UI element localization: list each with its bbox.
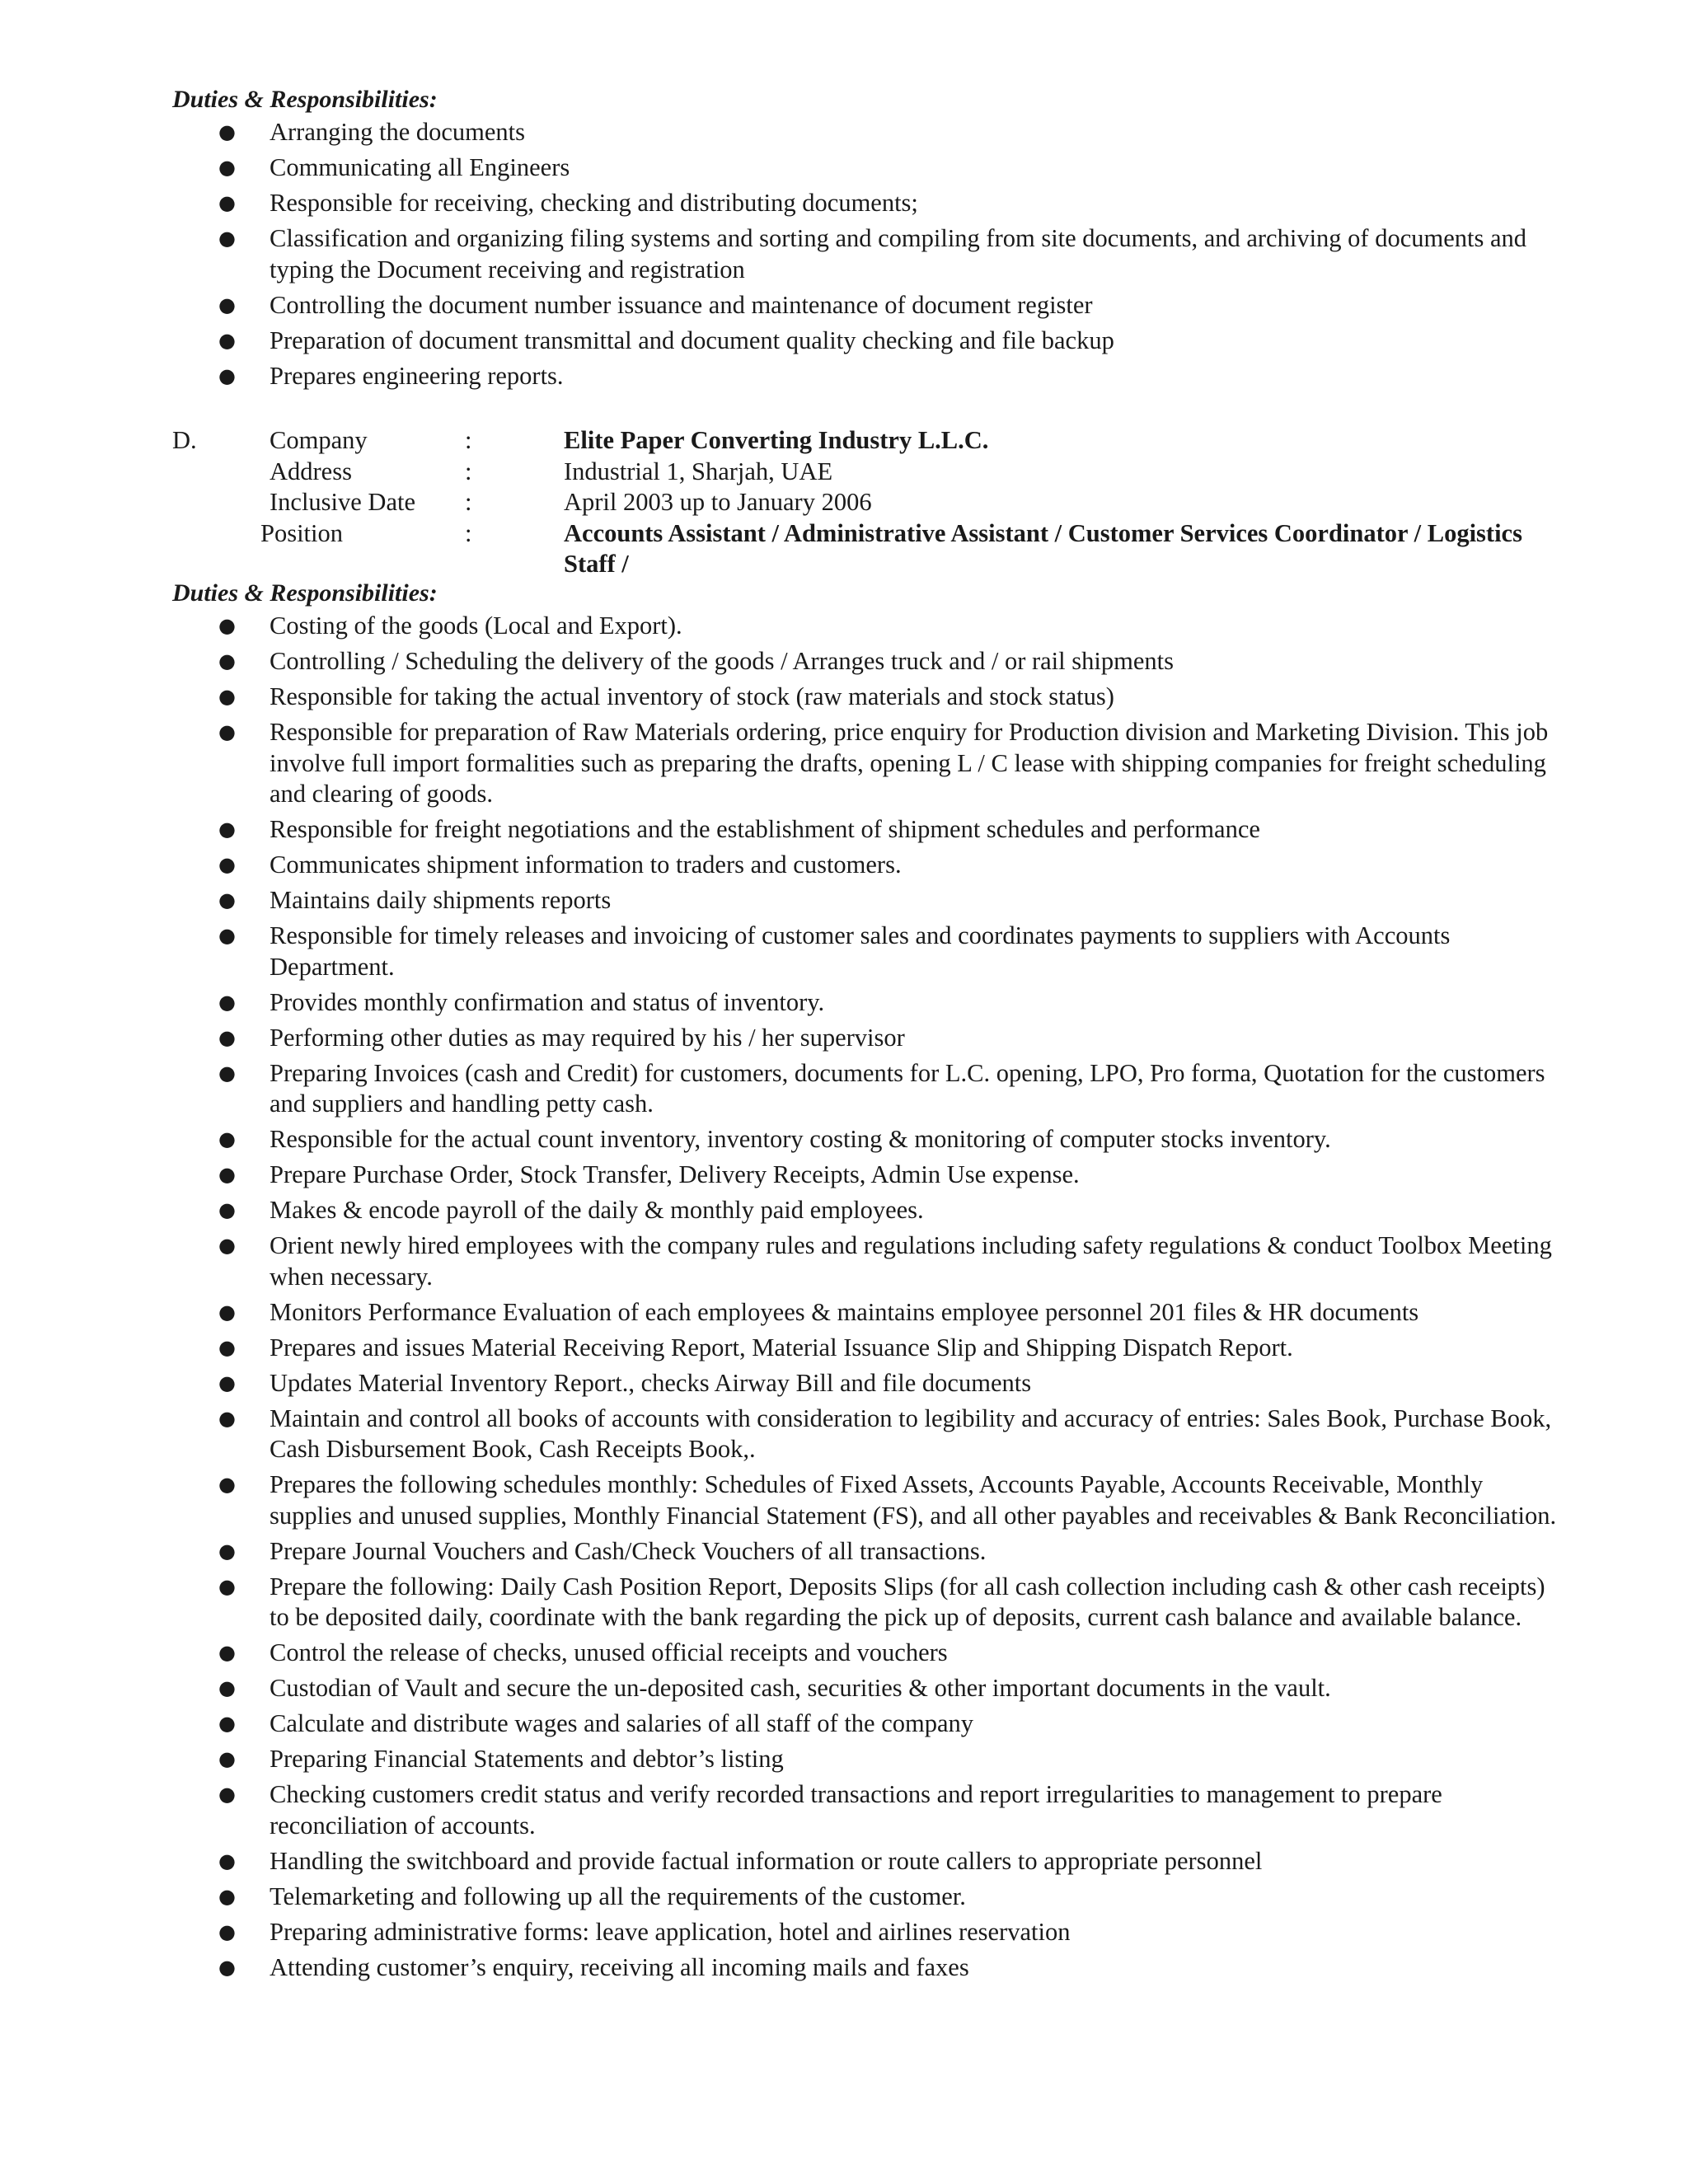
list-item [0, 1846, 1688, 1877]
position-row [0, 518, 1688, 578]
bullet-icon: ● [218, 924, 236, 947]
list-item-text: Preparing administrative forms: leave application, hotel and airlines reservation [270, 1917, 1071, 1946]
list-item [0, 290, 1688, 321]
list-item-text: Communicates shipment information to traders and customers. [270, 851, 902, 879]
list-item [0, 1708, 1688, 1740]
list-item [0, 1230, 1688, 1292]
list-item-text: Control the release of checks, unused official receipts and vouchers [270, 1638, 948, 1666]
list-item-text: Makes & encode payroll of the daily & monthly paid employees. [270, 1196, 924, 1224]
bullet-icon: ● [218, 1849, 236, 1872]
colon: : [465, 457, 472, 485]
address-label: Address [270, 457, 352, 485]
duties-list [0, 117, 1688, 396]
list-item [0, 717, 1688, 810]
bullet-icon: ● [218, 720, 236, 743]
list-item-text: Monitors Performance Evaluation of each employees & maintains employee personnel 201 files & HR documents [270, 1297, 1419, 1326]
list-item [0, 117, 1688, 148]
bullet-icon: ● [218, 853, 236, 876]
list-item [0, 1779, 1688, 1841]
list-item [0, 1917, 1688, 1948]
list-item [0, 1124, 1688, 1155]
list-item-text: Responsible for taking the actual inventory of stock (raw materials and stock status) [270, 682, 1114, 710]
list-item-text: Handling the switchboard and provide factual information or route callers to appropriate personnel [270, 1846, 1263, 1875]
list-item [0, 1572, 1688, 1633]
list-item [0, 1744, 1688, 1775]
bullet-icon: ● [218, 685, 236, 708]
list-item [0, 361, 1688, 392]
list-item-text: Preparing Invoices (cash and Credit) for customers, documents for L.C. opening, LPO, Pro forma, Quotation for the customers and suppliers and handling petty cash. [270, 1058, 1545, 1118]
list-item-text: Custodian of Vault and secure the un-deposited cash, securities & other important documents in the vault. [270, 1674, 1331, 1702]
bullet-icon: ● [218, 1641, 236, 1664]
list-item-text: Calculate and distribute wages and salaries of all staff of the company [270, 1709, 973, 1737]
bullet-icon: ● [218, 1955, 236, 1979]
bullet-icon: ● [218, 1406, 236, 1430]
list-item-text: Prepare Journal Vouchers and Cash/Check Vouchers of all transactions. [270, 1536, 987, 1565]
list-item-text: Provides monthly confirmation and status of inventory. [270, 987, 825, 1016]
list-item [0, 1404, 1688, 1465]
address-row [0, 457, 1688, 488]
bullet-icon: ● [218, 818, 236, 841]
list-item [0, 814, 1688, 846]
list-item [0, 1297, 1688, 1329]
list-item [0, 1195, 1688, 1226]
bullet-icon: ● [218, 328, 236, 352]
date-label: Inclusive Date [270, 488, 415, 516]
bullet-icon: ● [218, 1919, 236, 1943]
list-item [0, 1536, 1688, 1568]
bullet-icon: ● [218, 156, 236, 179]
list-item [0, 1333, 1688, 1364]
bullet-icon: ● [218, 1335, 236, 1359]
list-item-text: Prepares engineering reports. [270, 361, 564, 390]
bullet-icon: ● [218, 1300, 236, 1324]
list-item-text: Responsible for receiving, checking and distributing documents; [270, 189, 918, 217]
list-item-text: Performing other duties as may required by his / her supervisor [270, 1023, 905, 1052]
list-item [0, 1058, 1688, 1120]
list-item [0, 1673, 1688, 1704]
list-item-text: Classification and organizing filing systems and sorting and compiling from site documents, and archiving of documents and typing the Document receiving and registration [270, 224, 1526, 284]
bullet-icon: ● [218, 293, 236, 316]
list-item [0, 1638, 1688, 1669]
company-row [0, 425, 1688, 457]
position-label: Position [260, 518, 344, 547]
bullet-icon: ● [218, 120, 236, 143]
list-item-text: Communicating all Engineers [270, 153, 570, 181]
list-item [0, 1882, 1688, 1913]
entry-letter: D. [172, 426, 197, 454]
bullet-icon: ● [218, 191, 236, 214]
list-item [0, 987, 1688, 1019]
list-item-text: Prepares and issues Material Receiving Report, Material Issuance Slip and Shipping Dispatch Report. [270, 1333, 1293, 1361]
duties-heading: Duties & Responsibilities: [172, 86, 438, 113]
list-item-text: Preparation of document transmittal and document quality checking and file backup [270, 326, 1114, 354]
bullet-icon: ● [218, 1473, 236, 1496]
list-item [0, 1368, 1688, 1399]
list-item-text: Maintains daily shipments reports [270, 886, 612, 914]
list-item [0, 850, 1688, 881]
list-item-text: Telemarketing and following up all the requirements of the customer. [270, 1882, 966, 1910]
bullet-icon: ● [218, 1371, 236, 1394]
list-item-text: Prepare Purchase Order, Stock Transfer, Delivery Receipts, Admin Use expense. [270, 1160, 1080, 1188]
list-item-text: Orient newly hired employees with the company rules and regulations including safety regulations & conduct Toolbox Meeting when necessary. [270, 1231, 1552, 1291]
bullet-icon: ● [218, 614, 236, 637]
bullet-icon: ● [218, 1884, 236, 1908]
bullet-icon: ● [218, 363, 236, 387]
list-item [0, 921, 1688, 982]
colon: : [465, 518, 472, 547]
list-item-text: Responsible for timely releases and invoicing of customer sales and coordinates payments to suppliers with Accounts Department. [270, 921, 1451, 981]
list-item [0, 1023, 1688, 1054]
list-item-text: Attending customer’s enquiry, receiving all incoming mails and faxes [270, 1952, 969, 1981]
bullet-icon: ● [218, 1061, 236, 1085]
bullet-icon: ● [218, 1163, 236, 1186]
list-item [0, 223, 1688, 285]
bullet-icon: ● [218, 1747, 236, 1770]
list-item-text: Preparing Financial Statements and debtor’s listing [270, 1745, 784, 1773]
company-entry-d [0, 425, 1688, 578]
bullet-icon: ● [218, 649, 236, 673]
list-item [0, 152, 1688, 184]
bullet-icon: ● [218, 1574, 236, 1598]
bullet-icon: ● [218, 1539, 236, 1563]
bullet-icon: ● [218, 1234, 236, 1257]
bullet-icon: ● [218, 227, 236, 250]
list-item [0, 188, 1688, 219]
list-item-text: Prepares the following schedules monthly: Schedules of Fixed Assets, Accounts Payable, Accounts Receivable, Monthly supplies and unused supplies, Monthly Financial Statement (FS), and all other payables and receivables & Bank Reconciliation. [270, 1470, 1557, 1530]
list-item [0, 885, 1688, 916]
list-item-text: Maintain and control all books of accounts with consideration to legibility and accuracy of entries: Sales Book, Purchase Book, Cash Disbursement Book, Cash Receipts Book,. [270, 1404, 1552, 1463]
list-item-text: Checking customers credit status and verify recorded transactions and report irregularities to management to prepare reconciliation of accounts. [270, 1780, 1442, 1840]
bullet-icon: ● [218, 990, 236, 1014]
list-item-text: Responsible for freight negotiations and the establishment of shipment schedules and performance [270, 815, 1260, 843]
list-item-text: Responsible for the actual count inventory, inventory costing & monitoring of computer stocks inventory. [270, 1125, 1331, 1153]
bullet-icon: ● [218, 1676, 236, 1699]
company-name: Elite Paper Converting Industry L.L.C. [564, 426, 989, 454]
bullet-icon: ● [218, 888, 236, 912]
list-item-text: Updates Material Inventory Report., checks Airway Bill and file documents [270, 1368, 1032, 1397]
list-item-text: Costing of the goods (Local and Export). [270, 612, 682, 640]
address-value: Industrial 1, Sharjah, UAE [564, 457, 833, 485]
colon: : [465, 426, 472, 454]
list-item [0, 1952, 1688, 1984]
duties-heading: Duties & Responsibilities: [172, 579, 438, 607]
date-row [0, 487, 1688, 518]
list-item-text: Controlling / Scheduling the delivery of the goods / Arranges truck and / or rail shipments [270, 647, 1174, 675]
list-item [0, 682, 1688, 713]
list-item [0, 646, 1688, 677]
bullet-icon: ● [218, 1198, 236, 1221]
position-value: Accounts Assistant / Administrative Assistant / Customer Services Coordinator / Logistics Staff / [564, 518, 1522, 578]
bullet-icon: ● [218, 1712, 236, 1735]
list-item [0, 326, 1688, 357]
bullet-icon: ● [218, 1025, 236, 1049]
list-item-text: Prepare the following: Daily Cash Position Report, Deposits Slips (for all cash collection including cash & other cash receipts) to be deposited daily, coordinate with the bank regarding the pick up of deposits, current cash balance and available balance. [270, 1572, 1545, 1631]
bullet-icon: ● [218, 1783, 236, 1806]
list-item-text: Responsible for preparation of Raw Materials ordering, price enquiry for Production division and Marketing Division. This job involve full import formalities such as preparing the drafts, opening L / C lease with shipping companies for freight scheduling and clearing of goods. [270, 718, 1549, 808]
list-item-text: Controlling the document number issuance and maintenance of document register [270, 290, 1093, 319]
list-item [0, 1160, 1688, 1191]
bullet-icon: ● [218, 1127, 236, 1151]
list-item [0, 611, 1688, 642]
colon: : [465, 488, 472, 516]
list-item-text: Arranging the documents [270, 118, 526, 146]
list-item [0, 1469, 1688, 1531]
company-label: Company [270, 426, 368, 454]
date-value: April 2003 up to January 2006 [564, 488, 872, 516]
duties-list [0, 611, 1688, 1988]
